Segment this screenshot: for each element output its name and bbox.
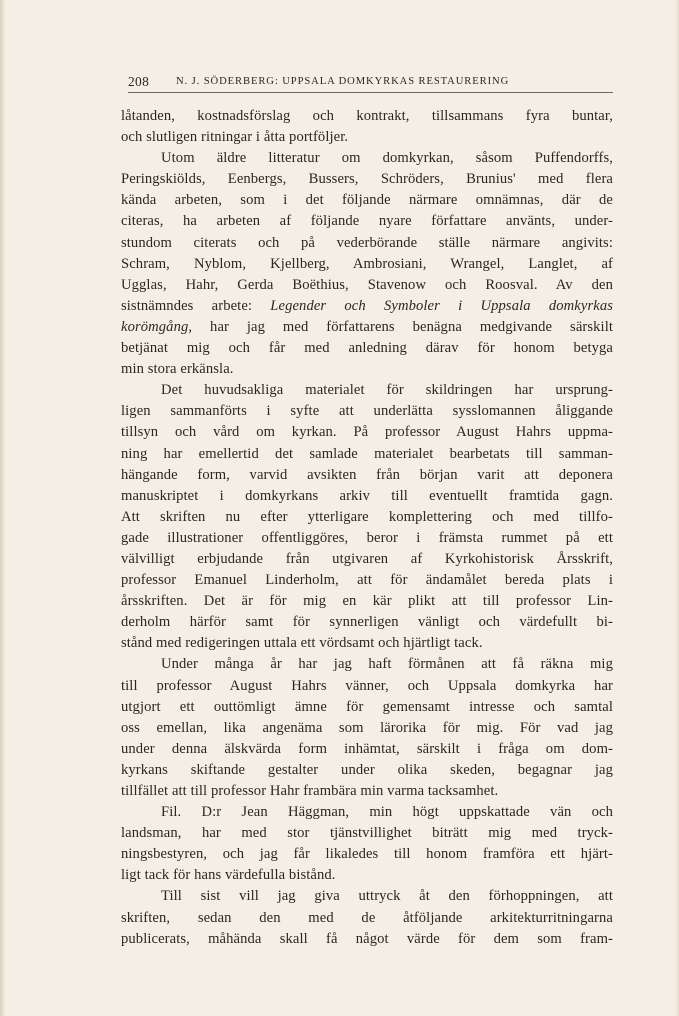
text-line: gade illustrationer offentliggöres, beror i främsta rummet på ett — [121, 529, 613, 546]
text-line: Schram, Nyblom, Kjellberg, Ambrosiani, Wrangel, Langlet, af — [121, 255, 613, 272]
text-line: ning har emellertid det samlade materialet bearbetats till samman- — [121, 445, 613, 462]
text-line: professor Emanuel Linderholm, att för ändamålet bereda plats i — [121, 572, 613, 589]
text-line: citeras, ha arbeten af följande nyare författare använts, under- — [121, 213, 613, 230]
text-line: manuskriptet i domkyrkans arkiv till eventuellt framtida gagn. — [121, 487, 613, 504]
text-line: stånd med redigeringen uttala ett vördsamt och hjärtligt tack. — [121, 635, 483, 652]
text-line: Peringskiölds, Eenbergs, Bussers, Schröders, Brunius' med flera — [121, 171, 613, 188]
running-title: N. J. SÖDERBERG: UPPSALA DOMKYRKAS RESTAURERING — [176, 76, 510, 87]
text-line: Fil. D:r Jean Häggman, min högt uppskattade vän och — [161, 804, 613, 821]
text-line: ligen sammanförts i syfte att underlätta sysslomannen åliggande — [121, 403, 613, 420]
text-line: hängande form, varvid avsikten från början varit att deponera — [121, 466, 613, 483]
text-line: låtanden, kostnadsförslag och kontrakt, tillsammans fyra buntar, — [121, 108, 613, 124]
text-line: ligt tack för hans värdefulla bistånd. — [121, 867, 336, 884]
running-head — [128, 74, 613, 90]
page-edge-shadow-right — [675, 0, 679, 1016]
text-line: oss emellan, lika angenäma som lärorika för mig. För vad jag — [121, 719, 613, 736]
text-line: tillfället att till professor Hahr frambära min varma tacksamhet. — [121, 783, 499, 799]
text-line: till professor August Hahrs vänner, och Uppsala domkyrka har — [121, 677, 613, 694]
text-line: och slutligen ritningar i åtta portföljer. — [121, 129, 349, 146]
text-line: Att skriften nu efter ytterligare komplettering och med tillfo- — [121, 508, 613, 525]
text-line: Det huvudsakliga materialet för skildringen har ursprung- — [161, 382, 613, 399]
text-line: utgjort ett outtömligt ämne för gemensamt intresse och samtal — [121, 698, 613, 715]
text-line: stundom citerats och på vederbörande ställe närmare angivits: — [121, 234, 613, 251]
text-line: derholm härför samt för synnerligen vänligt och värdefullt bi- — [121, 614, 613, 631]
text-line: årsskriften. Det är för mig en kär plikt att till professor Lin- — [121, 593, 613, 610]
cited-work-title-cont: korömgång — [121, 318, 189, 335]
header-rule — [128, 92, 613, 93]
text-line: Under många år har jag haft förmånen att få räkna mig — [161, 656, 613, 673]
text-line: skriften, sedan den med de åtföljande arkitekturritningarna — [121, 909, 613, 926]
text-line: under denna älskvärda form inhämtat, särskilt i fråga om dom- — [121, 740, 613, 757]
text-line — [121, 317, 613, 338]
text-line: kända arbeten, som i det följande närmare omnämnas, där de — [121, 192, 613, 209]
page-edge-shadow-left — [0, 0, 6, 1016]
text-line: landsman, har med stor tjänstvillighet biträtt mig med tryck- — [121, 825, 613, 842]
text-line: Ugglas, Hahr, Gerda Boëthius, Stavenow och Roosval. Av den — [121, 276, 613, 293]
text-line: betjänat mig och får med anledning därav för honom betyga — [121, 340, 613, 357]
text-line-roman: sistnämndes arbete: — [121, 297, 271, 314]
text-line: Till sist vill jag giva uttryck åt den förhoppningen, att — [161, 888, 613, 905]
text-line: publicerats, måhända skall få något värde för dem som fram- — [121, 930, 613, 947]
text-line: ningsbestyren, och jag får likaledes till honom framföra ett hjärt- — [121, 846, 613, 863]
text-line: Utom äldre litteratur om domkyrkan, såsom Puffendorffs, — [161, 150, 613, 167]
body-text — [121, 106, 613, 950]
text-line-roman: , har jag med författarens benägna medgivande särskilt — [188, 318, 613, 335]
text-line: kyrkans skiftande gestalter under olika skeden, begagnar jag — [121, 761, 613, 778]
text-line: tillsyn och vård om kyrkan. På professor August Hahrs uppma- — [121, 424, 613, 441]
text-line: min stora erkänsla. — [121, 361, 234, 378]
cited-work-title: Legender och Symboler i Uppsala domkyrkas — [270, 297, 613, 314]
text-line: välvilligt erbjudande från utgivaren af Kyrkohistorisk Årsskrift, — [121, 550, 613, 567]
text-line — [121, 296, 613, 317]
page-number: 208 — [128, 74, 150, 89]
